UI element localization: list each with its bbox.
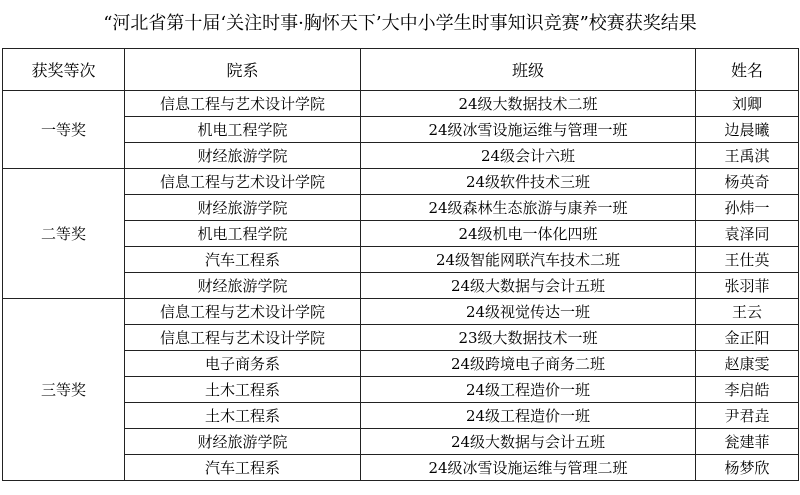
student-name-cell: 赵康雯 (696, 351, 799, 377)
student-name-cell: 金正阳 (696, 325, 799, 351)
student-name-cell: 尹君垚 (696, 403, 799, 429)
student-name-cell: 瓮建菲 (696, 429, 799, 455)
class-cell: 23级大数据技术一班 (361, 325, 696, 351)
student-name-cell: 杨英奇 (696, 169, 799, 195)
department-cell: 汽车工程系 (125, 455, 361, 481)
department-cell: 信息工程与艺术设计学院 (125, 169, 361, 195)
student-name-cell: 王禹淇 (696, 143, 799, 169)
student-name-cell: 杨梦欣 (696, 455, 799, 481)
class-cell: 24级森林生态旅游与康养一班 (361, 195, 696, 221)
class-cell: 24级大数据与会计五班 (361, 273, 696, 299)
department-cell: 信息工程与艺术设计学院 (125, 325, 361, 351)
class-cell: 24级大数据技术二班 (361, 91, 696, 117)
student-name-cell: 王云 (696, 299, 799, 325)
award-level-cell: 二等奖 (3, 169, 125, 299)
department-cell: 财经旅游学院 (125, 143, 361, 169)
header-award: 获奖等次 (3, 49, 125, 91)
department-cell: 财经旅游学院 (125, 273, 361, 299)
department-cell: 土木工程系 (125, 377, 361, 403)
department-cell: 财经旅游学院 (125, 195, 361, 221)
class-cell: 24级大数据与会计五班 (361, 429, 696, 455)
table-row (3, 299, 799, 325)
department-cell: 土木工程系 (125, 403, 361, 429)
document-title: “河北省第十届‘关注时事·胸怀天下’大中小学生时事知识竞赛”校赛获奖结果 (103, 13, 697, 34)
student-name-cell: 刘卿 (696, 91, 799, 117)
class-cell: 24级冰雪设施运维与管理二班 (361, 455, 696, 481)
table-body (3, 91, 799, 481)
header-row (3, 49, 799, 91)
department-cell: 信息工程与艺术设计学院 (125, 299, 361, 325)
class-cell: 24级软件技术三班 (361, 169, 696, 195)
student-name-cell: 李启皓 (696, 377, 799, 403)
awards-table (2, 48, 799, 481)
class-cell: 24级智能网联汽车技术二班 (361, 247, 696, 273)
class-cell: 24级会计六班 (361, 143, 696, 169)
table-header (3, 49, 799, 91)
class-cell: 24级视觉传达一班 (361, 299, 696, 325)
department-cell: 信息工程与艺术设计学院 (125, 91, 361, 117)
class-cell: 24级跨境电子商务二班 (361, 351, 696, 377)
class-cell: 24级冰雪设施运维与管理一班 (361, 117, 696, 143)
department-cell: 机电工程学院 (125, 221, 361, 247)
class-cell: 24级工程造价一班 (361, 403, 696, 429)
class-cell: 24级机电一体化四班 (361, 221, 696, 247)
award-level-cell: 三等奖 (3, 299, 125, 481)
student-name-cell: 张羽菲 (696, 273, 799, 299)
header-name: 姓名 (696, 49, 799, 91)
department-cell: 机电工程学院 (125, 117, 361, 143)
award-level-cell: 一等奖 (3, 91, 125, 169)
student-name-cell: 袁泽同 (696, 221, 799, 247)
table-row (3, 169, 799, 195)
department-cell: 财经旅游学院 (125, 429, 361, 455)
student-name-cell: 王仕英 (696, 247, 799, 273)
student-name-cell: 孙炜一 (696, 195, 799, 221)
class-cell: 24级工程造价一班 (361, 377, 696, 403)
department-cell: 电子商务系 (125, 351, 361, 377)
student-name-cell: 边晨曦 (696, 117, 799, 143)
department-cell: 汽车工程系 (125, 247, 361, 273)
header-department: 院系 (125, 49, 361, 91)
table-row (3, 91, 799, 117)
header-class: 班级 (361, 49, 696, 91)
